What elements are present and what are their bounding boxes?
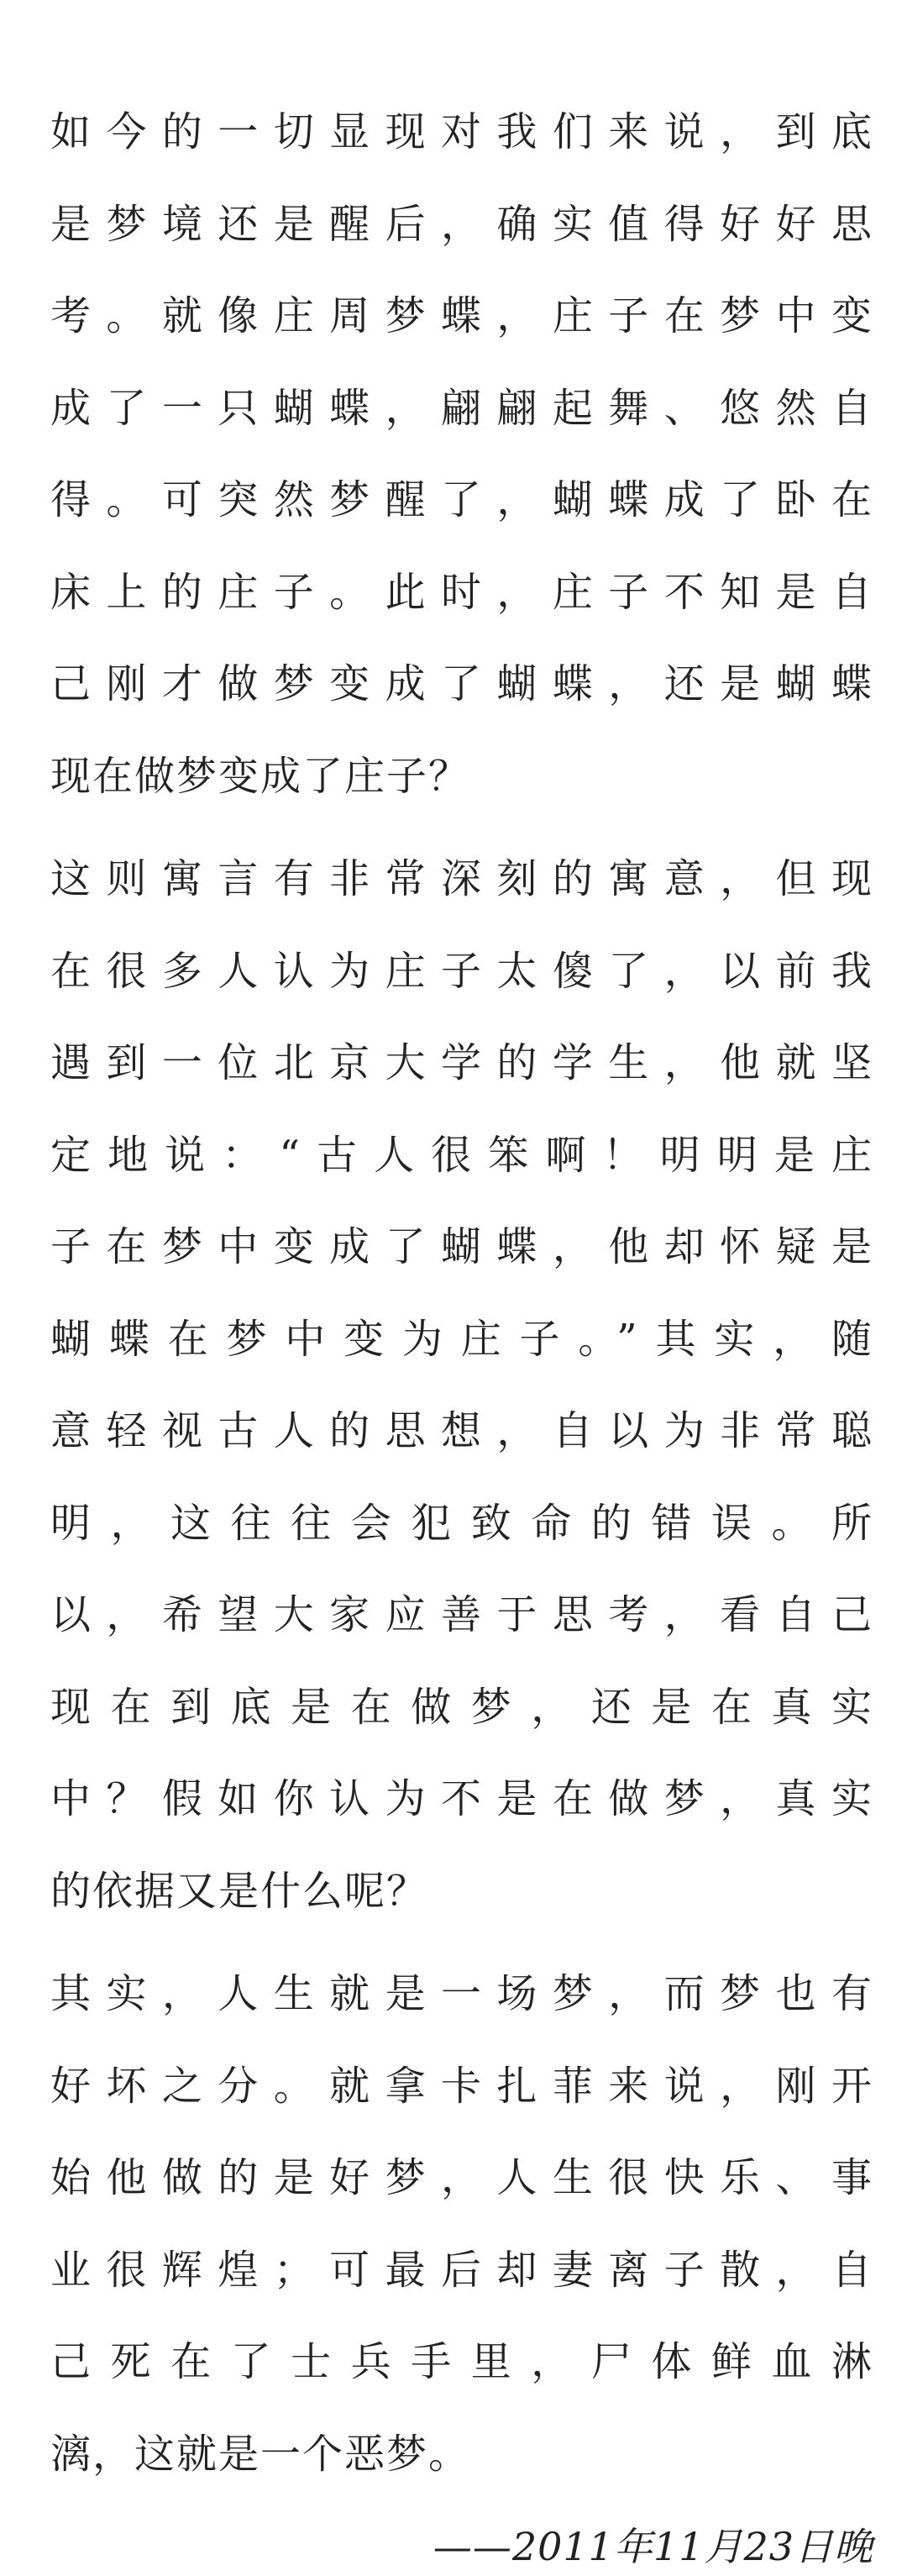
paragraph-line: 其实，人生就是一场梦，而梦也有 xyxy=(50,1970,873,2017)
paragraph-line: 子在梦中变成了蝴蝶，他却怀疑是 xyxy=(50,1223,873,1270)
paragraph-line: 现在做梦变成了庄子？ xyxy=(50,752,471,800)
paragraph-line: 蝴蝶在梦中变为庄子。”其实，随 xyxy=(50,1315,873,1363)
paragraph-line: 是梦境还是醒后，确实值得好好思 xyxy=(50,200,873,248)
paragraph-line: 成了一只蝴蝶，翩翩起舞、悠然自 xyxy=(50,384,873,432)
paragraph-line: 明，这往往会犯致命的错误。所 xyxy=(50,1499,873,1547)
paragraph-line: 意轻视古人的思想，自以为非常聪 xyxy=(50,1407,873,1454)
paragraph-line: 己刚才做梦变成了蝴蝶，还是蝴蝶 xyxy=(50,660,873,707)
paragraph-line: 的依据又是什么呢？ xyxy=(50,1867,429,1915)
article-body xyxy=(50,0,873,2576)
paragraph-2 xyxy=(50,833,873,1937)
paragraph-3 xyxy=(50,1948,873,2500)
paragraph-1 xyxy=(50,87,873,823)
paragraph-line: 如今的一切显现对我们来说，到底 xyxy=(50,108,873,155)
paragraph-line: 床上的庄子。此时，庄子不知是自 xyxy=(50,568,873,616)
paragraph-line: 业很辉煌；可最后却妻离子散，自 xyxy=(50,2246,873,2294)
paragraph-line: 己死在了士兵手里，尸体鲜血淋 xyxy=(50,2338,873,2385)
paragraph-line: 考。就像庄周梦蝶，庄子在梦中变 xyxy=(50,292,873,339)
paragraph-line: 漓，这就是一个恶梦。 xyxy=(50,2430,471,2478)
paragraph-line: 得。可突然梦醒了，蝴蝶成了卧在 xyxy=(50,476,873,523)
paragraph-line: 中？假如你认为不是在做梦，真实 xyxy=(50,1775,873,1822)
paragraph-line: 始他做的是好梦，人生很快乐、事 xyxy=(50,2154,873,2201)
paragraph-line: 好坏之分。就拿卡扎菲来说，刚开 xyxy=(50,2062,873,2110)
paragraph-line: 定地说：“古人很笨啊！明明是庄 xyxy=(50,1131,873,1179)
paragraph-line: 这则寓言有非常深刻的寓意，但现 xyxy=(50,855,873,902)
paragraph-line: 遇到一位北京大学的学生，他就坚 xyxy=(50,1039,873,1086)
date-signature: ——2011年11月23日晚 xyxy=(433,2524,873,2569)
paragraph-line: 现在到底是在做梦，还是在真实 xyxy=(50,1683,873,1731)
paragraph-line: 在很多人认为庄子太傻了，以前我 xyxy=(50,947,873,995)
paragraph-line: 以，希望大家应善于思考，看自己 xyxy=(50,1591,873,1638)
